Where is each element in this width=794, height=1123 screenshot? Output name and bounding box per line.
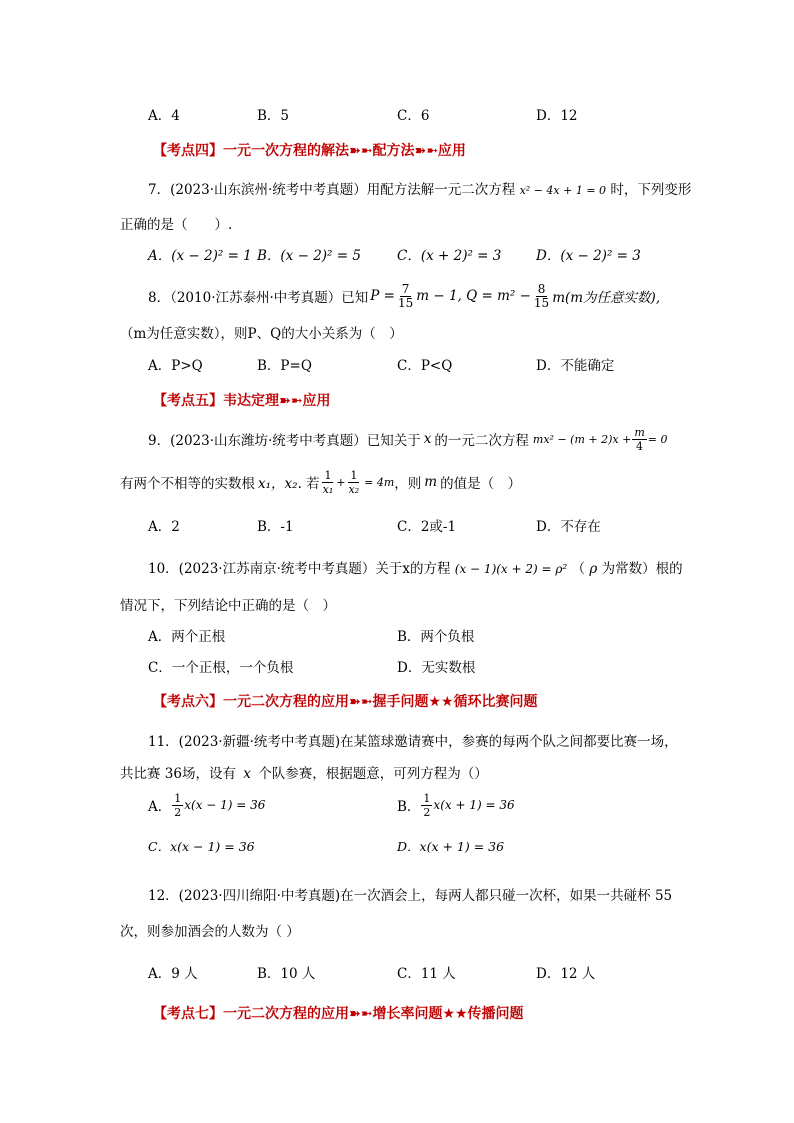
q10-option-c: C．一个正根，一个负根	[148, 660, 294, 676]
q10-option-b: B．两个负根	[397, 629, 475, 645]
section-header-4: 【考点四】一元一次方程的解法➽➼配方法➽➼应用	[153, 143, 466, 159]
q9-var-m: m	[424, 474, 438, 490]
q8-stem-text: 8．（2010·江苏泰州·中考真题）已知	[148, 290, 369, 306]
q10-stem-text-2: 为常数）根的	[601, 561, 683, 577]
q11-option-b-num: 1	[423, 791, 431, 805]
q9-equation: mx² − (m + 2)x +	[532, 432, 632, 446]
q9-stem	[148, 422, 667, 456]
section-header-5: 【考点五】韦达定理➽➼应用	[153, 393, 331, 409]
q7-option-a: A．(x − 2)² = 1	[148, 248, 252, 264]
q7-option-d: D．(x − 2)² = 3	[536, 248, 641, 264]
q10-stem-text: 10．(2023·江苏南京·统考中考真题）关于x的方程	[148, 561, 451, 577]
q11-var-x: x	[243, 766, 251, 782]
q12-stem: 12．(2023·四川绵阳·中考真题)在一次酒会上，每两人都只碰一次杯，如果一共碰杯 55	[148, 888, 673, 904]
q9-option-a: A．2	[148, 519, 180, 535]
q8-frac-p-num: 7	[401, 281, 410, 296]
q11-stem: 11．(2023·新疆·统考中考真题)在某篮球邀请赛中，参赛的每两个队之间都要比赛一场，	[148, 734, 678, 750]
q7-option-c: C．(x + 2)² = 3	[397, 248, 502, 264]
q10-option-a: A．两个正根	[148, 629, 226, 645]
q11-stem-text-2: 个队参赛，根据题意，可列方程为（）	[258, 766, 488, 782]
q9-stem-text-4: . 若	[297, 476, 320, 492]
q8-frac-q	[532, 283, 551, 310]
q11-option-b-label: B．	[397, 799, 421, 815]
q9-stem-text-2: 的一元二次方程	[434, 433, 529, 449]
q7-stem-text: 7．(2023·山东滨州·统考中考真题）用配方法解一元二次方程	[148, 182, 516, 198]
q8-option-c: C．P<Q	[397, 358, 453, 374]
q11-option-b-frac	[421, 792, 432, 819]
q9-stem-text-6: 的值是（ ）	[440, 476, 522, 492]
q8-frac-q-den: 15	[533, 295, 550, 310]
q10-option-d: D．无实数根	[397, 660, 476, 676]
q10-rho: ρ	[589, 561, 598, 577]
q9-option-d: D．不存在	[536, 519, 601, 535]
section-header-6: 【考点六】一元二次方程的应用➽➼握手问题★★循环比赛问题	[153, 694, 538, 710]
q11-option-a-frac	[172, 792, 183, 819]
q11-option-a-den: 2	[174, 805, 182, 819]
q12-option-a: A．9 人	[148, 966, 198, 982]
q8-option-d: D．不能确定	[536, 358, 615, 374]
q11-option-b-den: 2	[423, 805, 431, 819]
q7-stem-cont: 正确的是（ ）.	[120, 217, 233, 233]
section-header-7: 【考点七】一元二次方程的应用➽➼增长率问题★★传播问题	[153, 1006, 524, 1022]
q12-option-c: C．11 人	[397, 966, 456, 982]
q7-option-b: B．(x − 2)² = 5	[257, 248, 361, 264]
q12-option-b: B．10 人	[257, 966, 316, 982]
q11-stem-text: 共比赛 36场，设有	[120, 766, 236, 782]
q10-paren-open: （	[571, 561, 586, 577]
q10-stem-cont: 情况下，下列结论中正确的是（ ）	[120, 598, 336, 614]
q9-stem-cont	[120, 464, 521, 500]
q9-option-c: C．2或-1	[397, 519, 457, 535]
q9-stem-text: 9．(2023·山东潍坊·统考中考真题）已知关于	[148, 433, 421, 449]
q9-var-x: x	[423, 431, 432, 447]
q11-option-a-expr: x(x − 1) = 36	[184, 798, 266, 812]
q7-stem-text-2: 时，下列变形	[610, 182, 692, 198]
q11-option-a-num: 1	[174, 791, 182, 805]
q6-option-c: C．6	[397, 108, 430, 124]
q9-roots: x₁，x₂	[258, 476, 298, 492]
q9-frac-2	[347, 469, 362, 496]
q9-frac-den: 4	[636, 439, 644, 453]
q6-option-d: D．12	[536, 108, 578, 124]
q11-option-b	[397, 788, 515, 822]
q11-option-a	[148, 788, 265, 822]
q10-stem	[148, 557, 683, 577]
q9-stem-text-5: ，则	[394, 476, 422, 492]
q10-equation: (x − 1)(x + 2) = ρ²	[454, 562, 568, 576]
q8-frac-p	[396, 283, 415, 310]
q9-option-b: B．-1	[257, 519, 294, 535]
q9-plus: +	[336, 475, 346, 489]
q12-stem-cont: 次，则参加酒会的人数为（ ）	[120, 924, 300, 940]
q9-frac-num: m	[634, 425, 645, 439]
q9-frac-2-num: 1	[350, 468, 358, 482]
q8-option-b: B．P=Q	[257, 358, 312, 374]
q8-frac-q-num: 8	[537, 281, 546, 296]
q8-eq-p: P =	[370, 288, 395, 304]
q7-stem	[148, 178, 691, 198]
q8-eq-q-tail: m(m为任意实数),	[552, 290, 661, 306]
q6-option-b: B．5	[257, 108, 290, 124]
q9-equation-2: = 4m	[364, 475, 395, 489]
q9-frac-m4	[632, 426, 646, 453]
q8-stem	[148, 278, 660, 314]
q11-option-a-label: A．	[148, 799, 172, 815]
q8-stem-cont: （m为任意实数），则P、Q的大小关系为（ ）	[120, 326, 403, 342]
q11-stem-cont	[120, 762, 488, 782]
q9-frac-1-num: 1	[324, 468, 332, 482]
q11-option-c: C．x(x − 1) = 36	[148, 839, 255, 854]
q9-frac-1	[321, 469, 336, 496]
q9-stem-text-3: 有两个不相等的实数根	[120, 476, 255, 492]
q12-option-d: D．12 人	[536, 966, 596, 982]
q9-frac-1-den: x₁	[322, 482, 334, 496]
q8-eq-q: m − 1, Q = m² −	[416, 288, 531, 304]
q11-option-d: D．x(x + 1) = 36	[397, 839, 505, 854]
q8-option-a: A．P>Q	[148, 358, 203, 374]
q6-option-a: A．4	[148, 108, 180, 124]
q11-option-b-expr: x(x + 1) = 36	[433, 798, 515, 812]
q7-equation: x² − 4x + 1 = 0	[519, 184, 607, 197]
q9-frac-2-den: x₂	[348, 482, 360, 496]
q8-frac-p-den: 15	[397, 295, 414, 310]
q9-equation-tail: = 0	[647, 432, 668, 446]
